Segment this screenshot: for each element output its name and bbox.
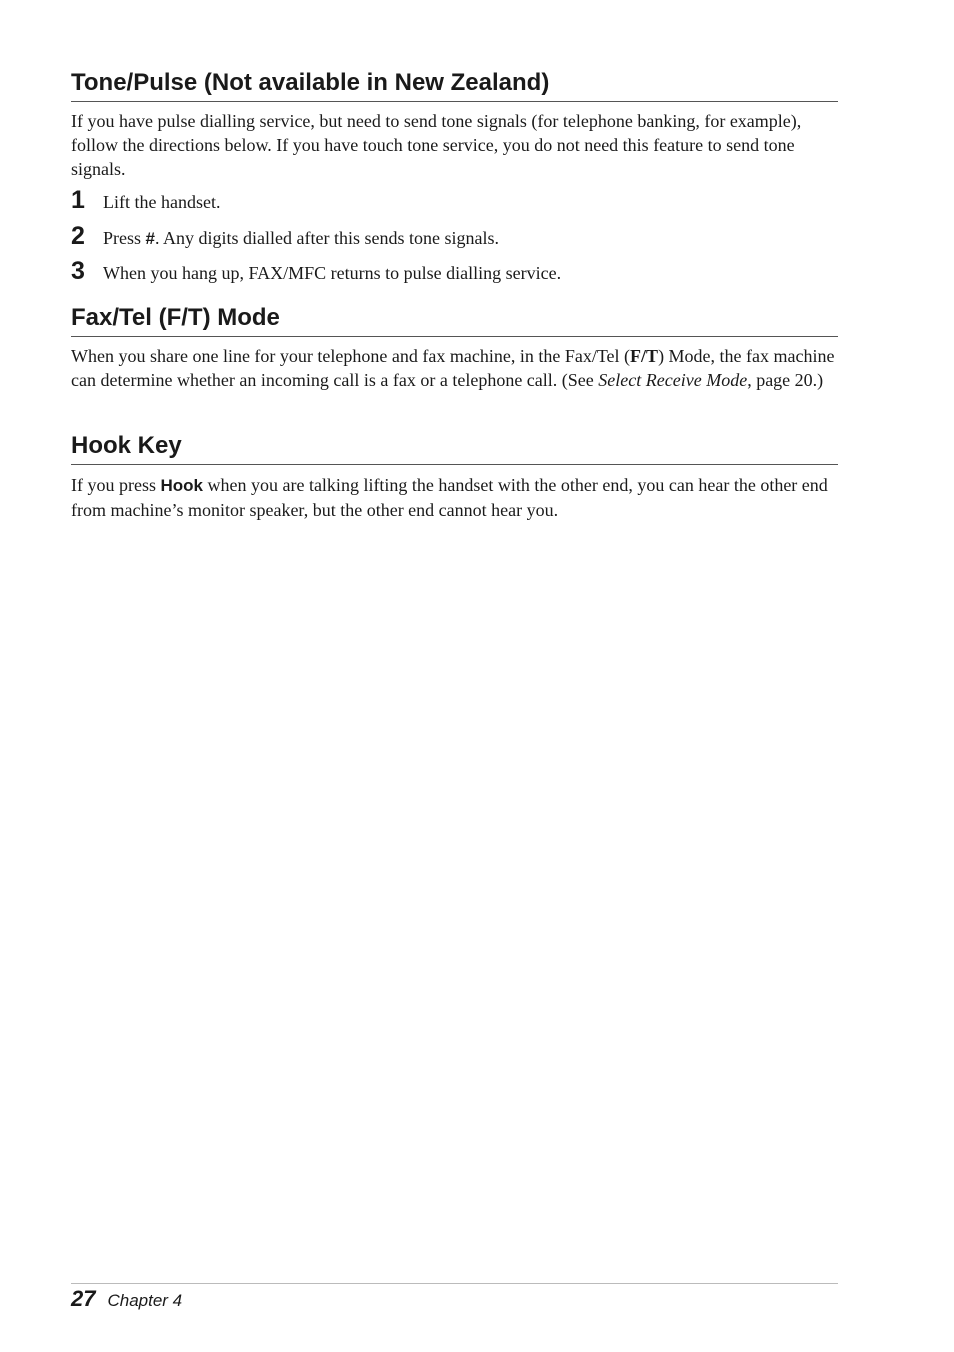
chapter-label: Chapter 4 bbox=[107, 1291, 183, 1310]
section-heading: Tone/Pulse (Not available in New Zealand) bbox=[71, 69, 838, 102]
section-body bbox=[71, 473, 838, 522]
cross-reference: Select Receive Mode bbox=[598, 370, 748, 390]
section-heading: Hook Key bbox=[71, 432, 838, 465]
step-text bbox=[103, 226, 499, 251]
step-text: Lift the handset. bbox=[103, 192, 221, 212]
body-post: when you are talking lifting the handset with the other end, you can hear the other end from machine’s monitor speaker, but the other end cannot hear you. bbox=[71, 475, 828, 520]
page-footer bbox=[71, 1283, 838, 1312]
step-text: When you hang up, FAX/MFC returns to pulse dialling service. bbox=[103, 263, 562, 283]
mode-ft: F/T bbox=[630, 346, 659, 366]
step-number: 3 bbox=[71, 257, 85, 285]
section-intro: If you have pulse dialling service, but need to send tone signals (for telephone banking, for example), follow the directions below. If you have touch tone service, you do not need this feature to send tone signals. bbox=[71, 111, 802, 179]
step-text-post: . Any digits dialled after this sends tone signals. bbox=[154, 228, 499, 248]
body-pre: When you share one line for your telephone and fax machine, in the Fax/Tel ( bbox=[71, 346, 631, 366]
body-mid: ) Mode, the fax machine can determine whether an incoming call is a fax or a telephone call. (See bbox=[71, 346, 835, 390]
step-item bbox=[71, 259, 838, 285]
step-text-pre: Press bbox=[103, 228, 146, 248]
step-number: 1 bbox=[71, 186, 85, 214]
key-hash: # bbox=[145, 229, 155, 248]
step-number: 2 bbox=[71, 222, 85, 250]
section-body bbox=[71, 344, 838, 392]
step-item bbox=[71, 224, 838, 251]
body-pre: If you press bbox=[71, 475, 161, 495]
page-number: 27 bbox=[71, 1286, 96, 1311]
section-heading: Fax/Tel (F/T) Mode bbox=[71, 304, 838, 337]
body-post: , page 20.) bbox=[747, 370, 824, 390]
step-item bbox=[71, 188, 838, 214]
key-hook: Hook bbox=[160, 476, 203, 495]
